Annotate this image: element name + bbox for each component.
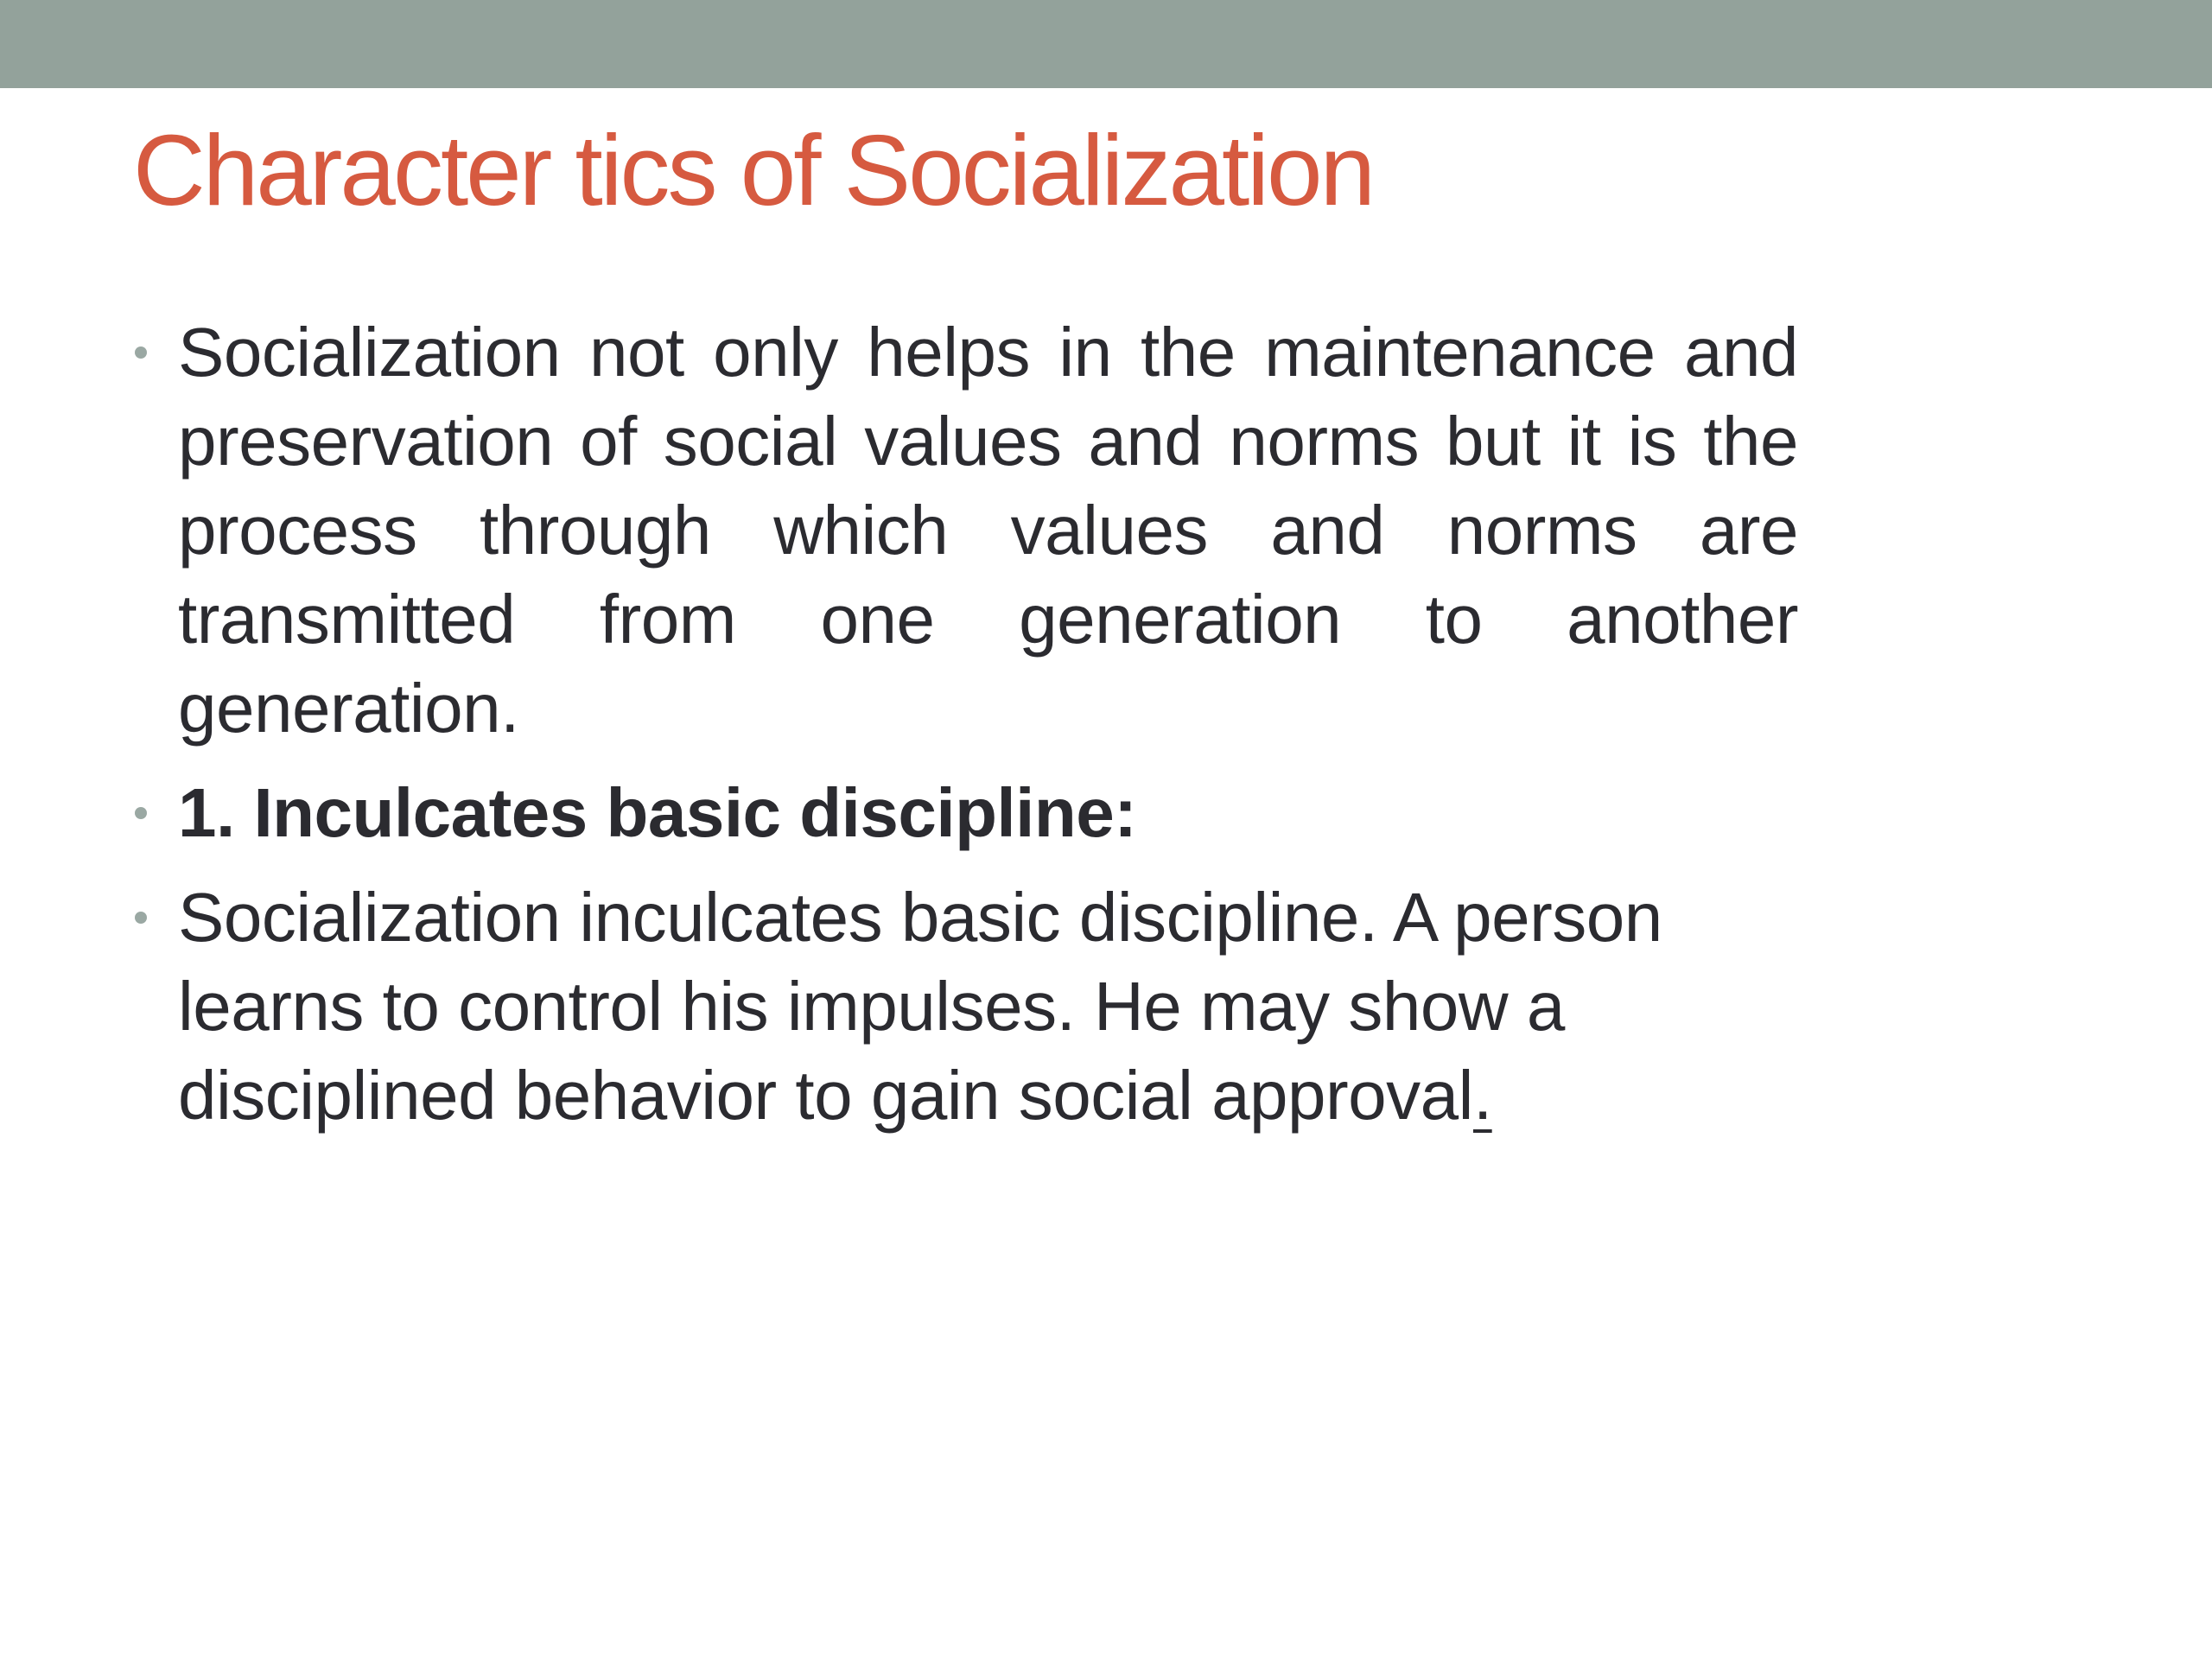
- slide-title: Character tics of Socialization: [133, 114, 1373, 226]
- bullet-dot-icon: [135, 807, 147, 819]
- bullet-text: Socialization not only helps in the maintenance and preservation of social values and norms but it is the process through which values and norms are transmitted from one generation to another generation.: [178, 314, 1798, 747]
- bullet-text-main: Socialization inculcates basic discipline. A person learns to control his impulses. He may show a disciplined behavior to gain social approval: [178, 879, 1662, 1134]
- bullet-item-discipline: [130, 873, 1840, 1140]
- bullet-text: [178, 873, 1854, 1140]
- bullet-item-heading: [130, 768, 1840, 857]
- underlined-period: .: [1472, 1057, 1492, 1134]
- bullet-item-transmission: [130, 308, 1840, 753]
- bullet-heading-text: 1. Inculcates basic discipline:: [178, 774, 1137, 851]
- top-band: [0, 0, 2212, 88]
- bullet-dot-icon: [135, 912, 147, 924]
- bullet-dot-icon: [135, 346, 147, 359]
- bullet-list: [130, 308, 1840, 1140]
